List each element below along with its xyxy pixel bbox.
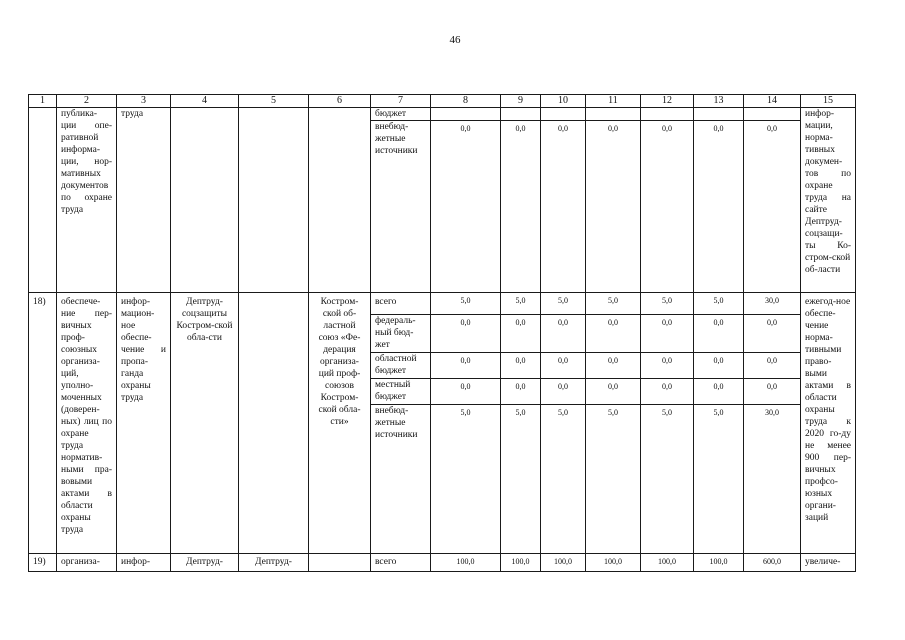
value-cell	[744, 108, 801, 121]
value-cell: 0,0	[431, 315, 501, 353]
value-cell	[586, 108, 641, 121]
value-cell: 600,0	[744, 554, 801, 572]
header-cell: 2	[57, 95, 117, 108]
value-cell: 0,0	[431, 353, 501, 379]
value-cell: 5,0	[641, 405, 694, 554]
executor-cell	[171, 108, 239, 293]
executor-cell: Дептруд-соцзащиты Костром-ской обла-сти	[171, 293, 239, 554]
source-cell: местный бюджет	[371, 379, 431, 405]
task-cell: труда	[117, 108, 171, 293]
header-row	[29, 95, 856, 108]
value-cell: 0,0	[641, 315, 694, 353]
value-cell: 0,0	[744, 121, 801, 293]
table-row	[29, 108, 856, 121]
task-cell: инфор-мацион-ное обеспе-чение и пропа-ганда охраны труда	[117, 293, 171, 554]
value-cell: 0,0	[541, 315, 586, 353]
value-cell: 0,0	[694, 121, 744, 293]
header-cell: 14	[744, 95, 801, 108]
value-cell: 30,0	[744, 405, 801, 554]
value-cell: 0,0	[431, 379, 501, 405]
value-cell: 5,0	[586, 405, 641, 554]
value-cell: 0,0	[501, 121, 541, 293]
value-cell	[541, 108, 586, 121]
header-cell: 8	[431, 95, 501, 108]
value-cell: 5,0	[431, 293, 501, 315]
value-cell: 0,0	[641, 353, 694, 379]
result-cell: ежегод-ное обеспе-чение норма-тивными право-выми актами в области охраны труда к 2020 го-ду не менее 900 пер-вичных профсо-юзных органи-заций	[801, 293, 856, 554]
value-cell: 0,0	[694, 379, 744, 405]
header-cell: 6	[309, 95, 371, 108]
value-cell: 100,0	[431, 554, 501, 572]
header-cell: 9	[501, 95, 541, 108]
value-cell: 0,0	[431, 121, 501, 293]
header-cell: 5	[239, 95, 309, 108]
source-cell: бюджет	[371, 108, 431, 121]
value-cell: 0,0	[541, 121, 586, 293]
value-cell: 100,0	[694, 554, 744, 572]
header-cell: 4	[171, 95, 239, 108]
participant-cell	[309, 554, 371, 572]
value-cell: 0,0	[501, 353, 541, 379]
value-cell: 0,0	[694, 315, 744, 353]
header-cell: 1	[29, 95, 57, 108]
coexecutor-cell	[239, 108, 309, 293]
value-cell: 0,0	[541, 353, 586, 379]
header-cell: 12	[641, 95, 694, 108]
value-cell: 5,0	[431, 405, 501, 554]
value-cell: 0,0	[501, 379, 541, 405]
table-row	[29, 293, 856, 315]
result-cell: инфор-мации, норма-тивных докумен-тов по охране труда на сайте Дептруд-соцзащи-ты Ко-стром-ской об-ласти	[801, 108, 856, 293]
source-cell: всего	[371, 293, 431, 315]
source-cell: всего	[371, 554, 431, 572]
source-cell: внебюд-жетные источники	[371, 405, 431, 554]
value-cell	[431, 108, 501, 121]
task-cell: инфор-	[117, 554, 171, 572]
participant-cell: Костром-ской об-ластной союз «Фе-дерация организа-ций проф-союзов Костром-ской обла-сти»	[309, 293, 371, 554]
value-cell: 5,0	[641, 293, 694, 315]
value-cell: 5,0	[501, 293, 541, 315]
value-cell: 5,0	[694, 405, 744, 554]
value-cell: 0,0	[541, 379, 586, 405]
value-cell: 5,0	[541, 293, 586, 315]
value-cell: 0,0	[744, 353, 801, 379]
value-cell	[694, 108, 744, 121]
source-cell: внебюд-жетные источники	[371, 121, 431, 293]
source-cell: федераль-ный бюд-жет	[371, 315, 431, 353]
table-row	[29, 554, 856, 572]
value-cell: 100,0	[501, 554, 541, 572]
page-number: 46	[449, 34, 461, 46]
activity-cell: публика-ции опе-ративной информа-ции, нор-мативных документов по охране труда	[57, 108, 117, 293]
value-cell: 0,0	[641, 379, 694, 405]
value-cell: 5,0	[501, 405, 541, 554]
header-cell: 3	[117, 95, 171, 108]
value-cell: 100,0	[541, 554, 586, 572]
executor-cell: Дептруд-	[171, 554, 239, 572]
coexecutor-cell	[239, 293, 309, 554]
value-cell	[501, 108, 541, 121]
row-number-cell: 19)	[29, 554, 57, 572]
value-cell: 5,0	[694, 293, 744, 315]
value-cell: 0,0	[586, 121, 641, 293]
value-cell: 0,0	[586, 315, 641, 353]
value-cell: 0,0	[501, 315, 541, 353]
participant-cell	[309, 108, 371, 293]
value-cell: 0,0	[744, 315, 801, 353]
header-cell: 10	[541, 95, 586, 108]
value-cell: 0,0	[586, 379, 641, 405]
coexecutor-cell: Дептруд-	[239, 554, 309, 572]
header-cell: 15	[801, 95, 856, 108]
row-number-cell	[29, 108, 57, 293]
value-cell: 5,0	[541, 405, 586, 554]
value-cell: 30,0	[744, 293, 801, 315]
value-cell: 5,0	[586, 293, 641, 315]
row-number-cell: 18)	[29, 293, 57, 554]
value-cell: 100,0	[586, 554, 641, 572]
result-cell: увеличе-	[801, 554, 856, 572]
value-cell: 0,0	[586, 353, 641, 379]
activity-cell: организа-	[57, 554, 117, 572]
header-cell: 11	[586, 95, 641, 108]
value-cell	[641, 108, 694, 121]
activity-cell: обеспече-ние пер-вичных проф-союзных организа-ций, уполно-моченных (доверен-ных) лиц по охране труда норматив-ными пра-вовыми актами в области охраны труда	[57, 293, 117, 554]
value-cell: 0,0	[744, 379, 801, 405]
value-cell: 0,0	[694, 353, 744, 379]
value-cell: 0,0	[641, 121, 694, 293]
value-cell: 100,0	[641, 554, 694, 572]
program-table	[28, 94, 856, 572]
header-cell: 7	[371, 95, 431, 108]
header-cell: 13	[694, 95, 744, 108]
source-cell: областной бюджет	[371, 353, 431, 379]
